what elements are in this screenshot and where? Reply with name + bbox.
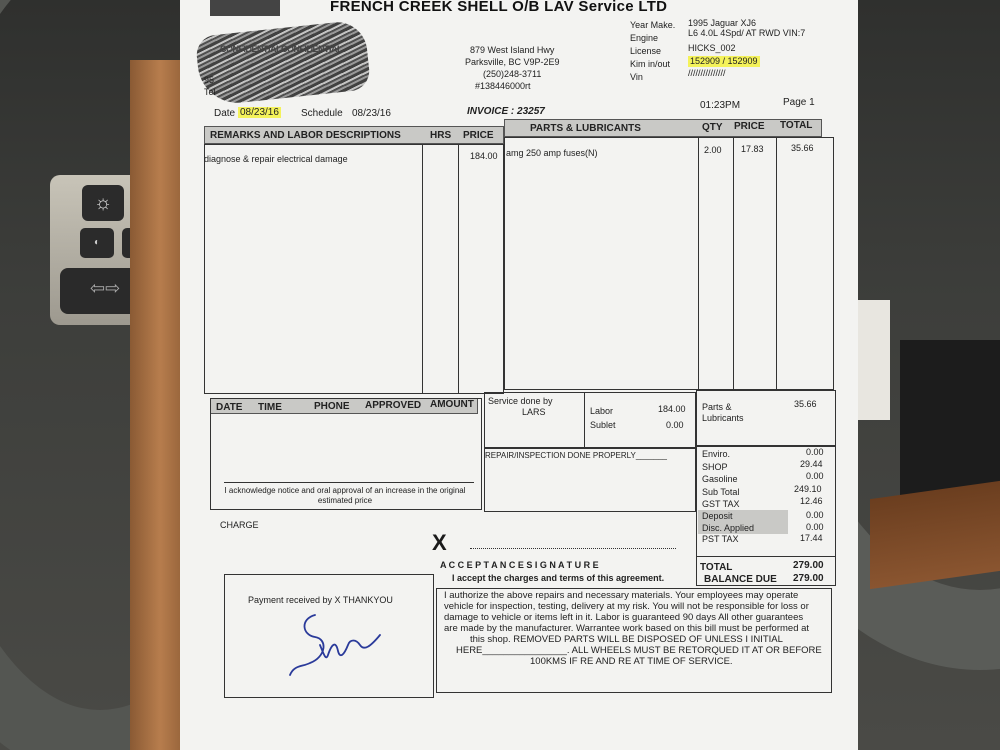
payment-text: Payment received by X THANKYOU (248, 595, 393, 605)
approval-col-time: TIME (258, 402, 282, 413)
total-line-label: Sub Total (702, 487, 740, 497)
signature-x-mark: X (432, 530, 447, 555)
redacted-fragment: 95 (204, 75, 215, 85)
total-value: 279.00 (793, 560, 824, 571)
total-line-label: Enviro. (702, 449, 731, 459)
schedule-date: 08/23/16 (352, 108, 391, 119)
sublet-amount: 0.00 (666, 420, 684, 430)
parts-row-name: amg 250 amp fuses(N) (506, 148, 598, 158)
parts-col-qty: QTY (702, 122, 723, 133)
total-line-value: 249.10 (794, 484, 822, 494)
turn-signal-icon: ⇦⇨ (60, 268, 170, 314)
approval-col-date: DATE (216, 402, 243, 413)
parts-col-price: PRICE (734, 121, 765, 132)
total-line-value: 0.00 (806, 471, 824, 481)
km-in-out: 152909 / 152909 (690, 56, 758, 66)
charge-label: CHARGE (220, 520, 259, 530)
approval-col-amount: AMOUNT (430, 399, 474, 410)
parts-col-total: TOTAL (780, 120, 813, 131)
labor-amount: 184.00 (658, 404, 686, 414)
invoice-time: 01:23PM (700, 100, 741, 111)
service-done-by-label: Service done by (488, 396, 553, 406)
parts-row-qty: 2.00 (704, 145, 722, 155)
fog-light-icon: ◐ (80, 228, 114, 258)
license-label: License (630, 46, 662, 56)
shell-logo-icon (210, 0, 280, 16)
redacted-text: CONFIDENTIALCONFIDENTIAL (220, 44, 342, 54)
wood-trim (870, 481, 1000, 589)
parts-col-name: PARTS & LUBRICANTS (530, 123, 641, 134)
km-label: Kim in/out (630, 59, 671, 69)
shop-address2: Parksville, BC V9P-2E9 (465, 57, 560, 67)
redacted-customer-info (195, 19, 371, 106)
engine-label: Engine (630, 33, 659, 43)
total-line-label: GST TAX (702, 499, 740, 509)
vin: /////////////// (688, 68, 726, 78)
shop-name: FRENCH CREEK SHELL O/B LAV Service LTD (330, 0, 668, 15)
labor-col-price: PRICE (463, 130, 494, 141)
sublet-label: Sublet (590, 420, 616, 430)
total-line-value: 12.46 (800, 496, 823, 506)
parts-summary-amount: 35.66 (794, 399, 817, 409)
approval-col-approved: APPROVED (365, 400, 422, 411)
shop-account: #138446000rt (475, 81, 531, 91)
labor-row-description: diagnose & repair electrical damage (204, 154, 348, 164)
balance-due-value: 279.00 (793, 573, 824, 584)
year-make: 1995 Jaguar XJ6 (688, 18, 757, 28)
invoice-number: INVOICE : 23257 (467, 106, 545, 117)
labor-row-price: 184.00 (470, 151, 498, 161)
schedule-label: Schedule (301, 108, 343, 119)
labor-col-description: REMARKS AND LABOR DESCRIPTIONS (210, 130, 401, 141)
date-label: Date (214, 108, 236, 119)
terms-line: damage to vehicle or items left in it. Labor is guaranteed 90 days All other guarantees (444, 612, 804, 623)
total-line-label: Gasoline (702, 474, 738, 484)
total-line-value: 17.44 (800, 533, 823, 543)
handwritten-signature (280, 605, 390, 685)
terms-line: 100KMS IF RE AND RE AT TIME OF SERVICE. (530, 656, 733, 667)
balance-due-label: BALANCE DUE (704, 574, 777, 585)
total-label: TOTAL (700, 562, 733, 573)
parts-row-total: 35.66 (791, 143, 814, 153)
parts-table (504, 137, 834, 390)
shop-phone: (250)248-3711 (483, 69, 542, 79)
terms-line: I authorize the above repairs and necessary materials. Your employees may operate (444, 590, 799, 601)
inspection-text: REPAIR/INSPECTION DONE PROPERLY_______ (485, 451, 667, 460)
total-line-label: PST TAX (702, 534, 739, 544)
page-number: Page 1 (783, 97, 815, 108)
year-make-label: Year Make. (630, 20, 676, 30)
terms-line: HERE________________. ALL WHEELS MUST BE RETORQUED IT AT OR BEFORE (456, 645, 822, 656)
total-line-label: SHOP (702, 462, 728, 472)
total-line-label: Disc. Applied (702, 523, 755, 533)
shop-address1: 879 West Island Hwy (470, 45, 555, 55)
total-line-value: 0.00 (806, 510, 824, 520)
total-line-label: Deposit (702, 511, 733, 521)
approval-notice: I acknowledge notice and oral approval of an increase in the original estimated price (224, 486, 466, 505)
labor-table (204, 144, 504, 394)
signature-line[interactable] (470, 548, 676, 549)
terms-line: this shop. REMOVED PARTS WILL BE DISPOSED OF UNLESS I INITIAL (470, 634, 783, 645)
labor-col-hrs: HRS (430, 130, 452, 141)
license: HICKS_002 (688, 43, 736, 53)
headlight-icon: ☼ (82, 185, 124, 221)
terms-line: are made by the manufacturer. Warrantee work based on this bill must be performed at (444, 623, 810, 634)
redacted-fragment: Tel (204, 87, 216, 97)
invoice-date: 08/23/16 (240, 107, 279, 118)
vin-label: Vin (630, 72, 643, 82)
total-line-value: 0.00 (806, 447, 824, 457)
service-done-by: LARS (522, 407, 546, 417)
parts-summary-label: Parts & Lubricants (702, 402, 744, 423)
acceptance-title: A C C E P T A N C E S I G N A T U R E (440, 560, 599, 570)
total-line-value: 0.00 (806, 522, 824, 532)
labor-label: Labor (590, 406, 614, 416)
total-line-value: 29.44 (800, 459, 823, 469)
invoice-document (180, 0, 858, 750)
approval-col-phone: PHONE (314, 401, 350, 412)
acceptance-text: I accept the charges and terms of this agreement. (452, 573, 665, 583)
terms-line: vehicle for inspection, testing, delivery at my risk. You will not be responsible for loss or (444, 601, 809, 612)
engine: L6 4.0L 4Spd/ AT RWD VIN:7 (688, 28, 806, 38)
parts-row-price: 17.83 (741, 144, 764, 154)
